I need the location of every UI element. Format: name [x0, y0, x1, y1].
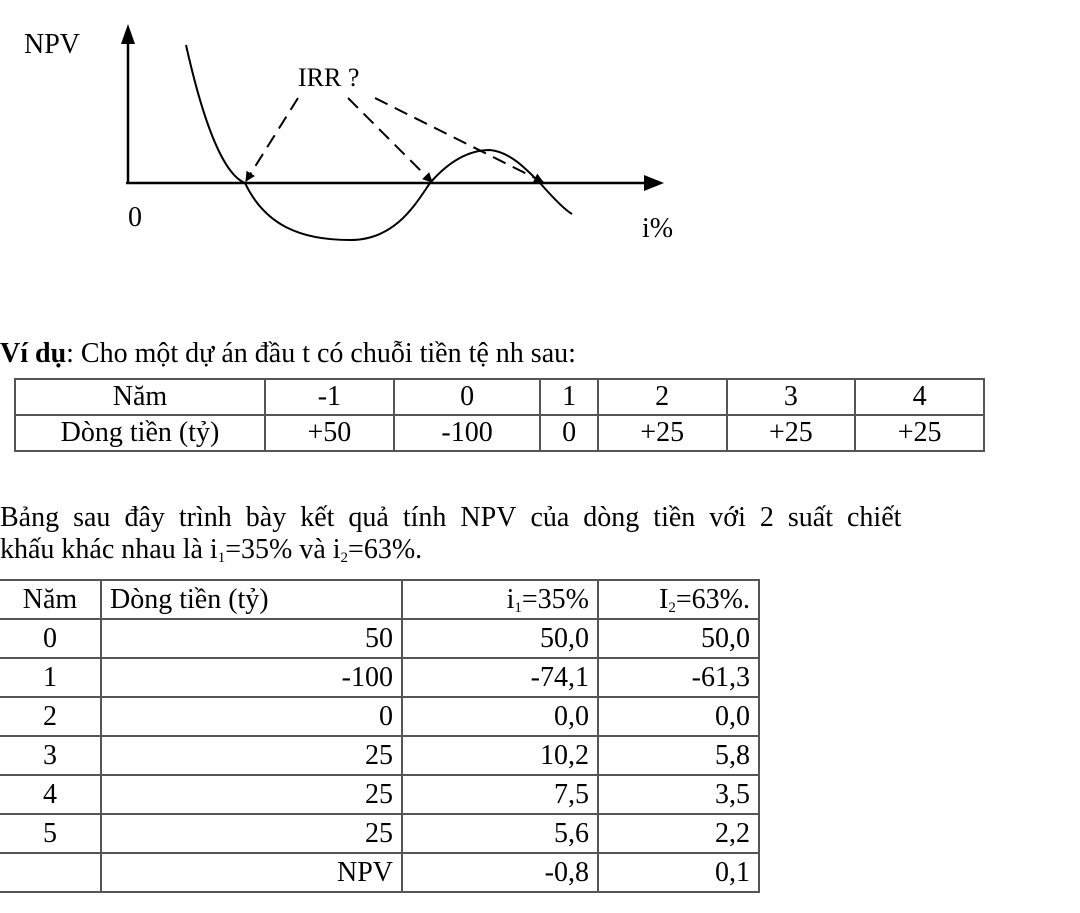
flow-cell: 25 [101, 775, 402, 814]
year-cell: 3 [727, 379, 856, 415]
word: suất [787, 502, 833, 533]
table-row [0, 658, 759, 697]
header-year: Năm [0, 580, 101, 619]
npv-irr-diagram [0, 0, 1080, 300]
text-run: I [659, 584, 669, 615]
npv1-total: -0,8 [402, 853, 598, 892]
npv1-cell: 5,6 [402, 814, 598, 853]
header-npv-i1 [402, 580, 598, 619]
example-lead: Ví dụ [0, 338, 67, 369]
table-row-total [0, 853, 759, 892]
paragraph-line-2 [0, 534, 1080, 566]
irr-callout-label: IRR ? [298, 63, 360, 92]
table-row [0, 775, 759, 814]
word: của [530, 502, 570, 533]
year-cell: 2 [0, 697, 101, 736]
year-cell: 1 [540, 379, 597, 415]
text-run: khấu khác nhau là i [0, 534, 218, 565]
word: đây [124, 502, 165, 533]
x-axis-label: i% [642, 213, 674, 244]
year-cell: 4 [0, 775, 101, 814]
table-row [15, 379, 984, 415]
npv2-cell: -61,3 [598, 658, 759, 697]
npv2-cell: 50,0 [598, 619, 759, 658]
text-run: =35% [521, 584, 589, 615]
table-row [0, 697, 759, 736]
npv2-cell: 5,8 [598, 736, 759, 775]
year-cell: 4 [855, 379, 984, 415]
npv1-cell: 10,2 [402, 736, 598, 775]
word: 2 [759, 502, 774, 533]
word: trình [178, 502, 232, 533]
text-run: =35% và i [225, 534, 341, 565]
text-run: i [506, 584, 515, 615]
row-header-cashflow: Dòng tiền (tỷ) [15, 415, 265, 451]
subscript: 2 [340, 550, 349, 566]
text-run: =63%. [348, 534, 423, 565]
npv1-cell: 50,0 [402, 619, 598, 658]
example-text: : Cho một dự án đầu t có chuỗi tiền tệ nh sau: [66, 338, 576, 369]
y-axis-label: NPV [24, 29, 81, 60]
npv2-cell: 2,2 [598, 814, 759, 853]
example-intro [0, 338, 576, 370]
flow-cell: 25 [101, 736, 402, 775]
subscript: 2 [668, 600, 676, 616]
cashflow-table [14, 378, 985, 452]
year-cell: 0 [394, 379, 541, 415]
npv1-cell: -74,1 [402, 658, 598, 697]
word: với [709, 502, 746, 533]
npv-results-table [0, 579, 760, 893]
npv2-cell: 0,0 [598, 697, 759, 736]
npv-total-label: NPV [101, 853, 402, 892]
year-cell: 0 [0, 619, 101, 658]
npv1-cell: 7,5 [402, 775, 598, 814]
word: Bảng [0, 502, 60, 533]
table-row [15, 415, 984, 451]
y-axis [121, 24, 135, 183]
irr-arrow-3 [375, 98, 543, 182]
x-axis [126, 175, 664, 191]
irr-arrow-1 [246, 98, 298, 181]
subscript: 1 [217, 550, 226, 566]
flow-cell: 0 [101, 697, 402, 736]
year-cell: 1 [0, 658, 101, 697]
flow-cell: +50 [265, 415, 394, 451]
word: chiết [847, 502, 902, 533]
word: bày [245, 502, 287, 533]
header-cashflow: Dòng tiền (tỷ) [101, 580, 402, 619]
flow-cell: -100 [101, 658, 402, 697]
flow-cell: 50 [101, 619, 402, 658]
flow-cell: +25 [598, 415, 727, 451]
text-run: =63%. [675, 584, 750, 615]
flow-cell: +25 [727, 415, 856, 451]
npv-curve [186, 45, 572, 240]
word: kết [300, 502, 335, 533]
flow-cell: +25 [855, 415, 984, 451]
word: tính [402, 502, 447, 533]
table-row [0, 814, 759, 853]
word: dòng [583, 502, 640, 533]
year-cell: 2 [598, 379, 727, 415]
irr-arrow-2 [348, 98, 432, 182]
word: NPV [460, 502, 517, 533]
word: tiền [653, 502, 696, 533]
flow-cell: -100 [394, 415, 541, 451]
year-cell: -1 [265, 379, 394, 415]
year-cell [0, 853, 101, 892]
npv2-total: 0,1 [598, 853, 759, 892]
table-row [0, 736, 759, 775]
word: quả [348, 502, 389, 533]
flow-cell: 0 [540, 415, 597, 451]
subscript: 1 [514, 600, 522, 616]
paragraph-line-1 [0, 502, 1080, 534]
flow-cell: 25 [101, 814, 402, 853]
npv1-cell: 0,0 [402, 697, 598, 736]
table-row [0, 619, 759, 658]
header-npv-i2 [598, 580, 759, 619]
row-header-year: Năm [15, 379, 265, 415]
npv2-cell: 3,5 [598, 775, 759, 814]
word: sau [73, 502, 111, 533]
year-cell: 5 [0, 814, 101, 853]
table-header-row [0, 580, 759, 619]
year-cell: 3 [0, 736, 101, 775]
origin-label: 0 [128, 202, 142, 233]
npv-description [0, 502, 1080, 566]
